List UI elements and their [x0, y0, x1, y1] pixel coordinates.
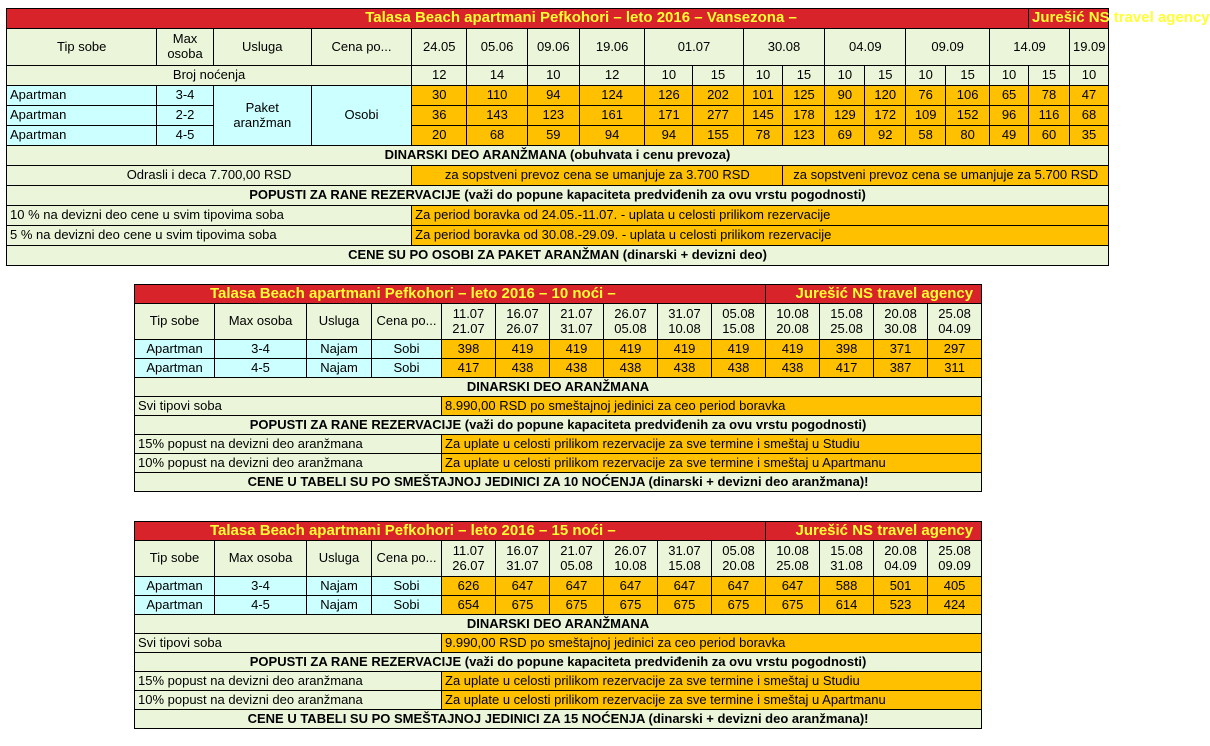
discount-label: 15% popust na devizni deo aranžmana: [135, 672, 442, 691]
discount-condition: Za period boravka od 30.08.-29.09. - uplata u celosti prilikom rezervacije: [412, 226, 1109, 246]
max-persons: 4-5: [215, 359, 307, 378]
price-cell: 438: [604, 359, 658, 378]
price-cell: 96: [990, 106, 1029, 126]
table-row: [135, 577, 982, 596]
nights-value: 10: [527, 66, 579, 86]
room-type: Apartman: [135, 577, 215, 596]
date-header: 19.06: [579, 29, 644, 66]
nights-value: 12: [579, 66, 644, 86]
table-row: [7, 106, 1109, 126]
dinar-price: 9.990,00 RSD po smeštajnoj jedinici za ceo period boravka: [442, 634, 982, 653]
period-header: 11.07 21.07: [442, 304, 496, 340]
max-persons: 3-4: [215, 577, 307, 596]
agency-name: Jurešić NS travel agency: [766, 285, 982, 304]
discount-condition: Za uplate u celosti prilikom rezervacije za sve termine i smeštaj u Apartmanu: [442, 691, 982, 710]
price-cell: 36: [412, 106, 467, 126]
price-cell: 588: [820, 577, 874, 596]
header-price-per: Cena po...: [372, 304, 442, 340]
price-cell: 78: [1029, 86, 1070, 106]
price-cell: 202: [693, 86, 743, 106]
date-header: 30.08: [743, 29, 825, 66]
room-type: Apartman: [7, 106, 157, 126]
price-cell: 126: [645, 86, 693, 106]
header-room-type: Tip sobe: [135, 304, 215, 340]
price-cell: 123: [783, 126, 825, 146]
price-cell: 675: [712, 596, 766, 615]
period-header: 10.08 20.08: [766, 304, 820, 340]
price-cell: 124: [579, 86, 644, 106]
dinar-transport-note: za sopstveni prevoz cena se umanjuje za 3.700 RSD: [412, 166, 783, 186]
price-cell: 171: [645, 106, 693, 126]
price-cell: 20: [412, 126, 467, 146]
price-cell: 654: [442, 596, 496, 615]
service: Najam: [307, 577, 372, 596]
period-header: 15.08 31.08: [820, 541, 874, 577]
price-cell: 94: [579, 126, 644, 146]
service: Najam: [307, 359, 372, 378]
price-cell: 647: [658, 577, 712, 596]
max-persons: 3-4: [157, 86, 213, 106]
price-cell: 110: [467, 86, 527, 106]
table-row: [7, 86, 1109, 106]
price-cell: 101: [743, 86, 783, 106]
dinar-section-header: DINARSKI DEO ARANŽMANA: [135, 378, 982, 397]
nights-value: 15: [1029, 66, 1070, 86]
price-per: Sobi: [372, 340, 442, 359]
max-persons: 2-2: [157, 106, 213, 126]
room-type: Apartman: [7, 86, 157, 106]
price-cell: 614: [820, 596, 874, 615]
price-per: Sobi: [372, 596, 442, 615]
room-type: Apartman: [135, 596, 215, 615]
header-max-persons: Max osoba: [215, 304, 307, 340]
price-cell: 419: [766, 340, 820, 359]
max-persons: 4-5: [157, 126, 213, 146]
discount-label: 15% popust na devizni deo aranžmana: [135, 435, 442, 454]
price-cell: 419: [496, 340, 550, 359]
service: Najam: [307, 596, 372, 615]
price-cell: 647: [550, 577, 604, 596]
price-cell: 60: [1029, 126, 1070, 146]
nights-value: 14: [467, 66, 527, 86]
period-header: 20.08 30.08: [874, 304, 928, 340]
nights-value: 10: [645, 66, 693, 86]
agency-name: Jurešić NS travel agency: [766, 522, 982, 541]
date-header: 09.09: [906, 29, 990, 66]
price-cell: 417: [442, 359, 496, 378]
price-cell: 109: [906, 106, 946, 126]
nights-value: 15: [783, 66, 825, 86]
price-cell: 626: [442, 577, 496, 596]
period-header: 05.08 20.08: [712, 541, 766, 577]
price-cell: 58: [906, 126, 946, 146]
period-header: 25.08 04.09: [928, 304, 982, 340]
price-cell: 129: [825, 106, 865, 126]
price-table-off-season: [6, 8, 1210, 266]
price-cell: 438: [550, 359, 604, 378]
nights-value: 10: [743, 66, 783, 86]
date-header: 01.07: [645, 29, 743, 66]
price-cell: 172: [865, 106, 906, 126]
header-max-persons: Max osoba: [215, 541, 307, 577]
room-type: Apartman: [135, 340, 215, 359]
table-footer: CENE U TABELI SU PO SMEŠTAJNOJ JEDINICI ZA 15 NOĆENJA (dinarski + devizni deo aranžmana)!: [135, 710, 982, 729]
price-cell: 398: [442, 340, 496, 359]
nights-value: 12: [412, 66, 467, 86]
period-header: 16.07 31.07: [496, 541, 550, 577]
date-header: 14.09: [990, 29, 1070, 66]
price-cell: 80: [946, 126, 990, 146]
price-cell: 94: [527, 86, 579, 106]
date-header: 04.09: [825, 29, 906, 66]
price-cell: 419: [550, 340, 604, 359]
price-cell: 371: [874, 340, 928, 359]
max-persons: 4-5: [215, 596, 307, 615]
discount-label: 10 % na devizni deo cene u svim tipovima soba: [7, 206, 412, 226]
table-title: Talasa Beach apartmani Pefkohori – leto 2016 – Vansezona –: [7, 9, 1029, 29]
period-header: 15.08 25.08: [820, 304, 874, 340]
period-header: 11.07 26.07: [442, 541, 496, 577]
table-row: [7, 126, 1109, 146]
discount-label: 5 % na devizni deo cene u svim tipovima soba: [7, 226, 412, 246]
price-cell: 647: [712, 577, 766, 596]
date-header: 09.06: [527, 29, 579, 66]
price-cell: 438: [766, 359, 820, 378]
dinar-section-header: DINARSKI DEO ARANŽMANA: [135, 615, 982, 634]
room-type: Apartman: [7, 126, 157, 146]
price-cell: 76: [906, 86, 946, 106]
price-cell: 143: [467, 106, 527, 126]
dinar-section-header: DINARSKI DEO ARANŽMANA (obuhvata i cenu prevoza): [7, 146, 1109, 166]
price-cell: 675: [766, 596, 820, 615]
nights-value: 15: [946, 66, 990, 86]
price-cell: 59: [527, 126, 579, 146]
period-header: 16.07 26.07: [496, 304, 550, 340]
price-cell: 311: [928, 359, 982, 378]
header-price-per: Cena po...: [372, 541, 442, 577]
price-per-person: Osobi: [311, 86, 411, 146]
price-cell: 47: [1069, 86, 1108, 106]
period-header: 05.08 15.08: [712, 304, 766, 340]
price-cell: 125: [783, 86, 825, 106]
price-cell: 90: [825, 86, 865, 106]
discount-label: 10% popust na devizni deo aranžmana: [135, 454, 442, 473]
dinar-price: Odrasli i deca 7.700,00 RSD: [7, 166, 412, 186]
price-cell: 438: [658, 359, 712, 378]
room-type: Apartman: [135, 359, 215, 378]
discount-condition: Za uplate u celosti prilikom rezervacije za sve termine i smeštaj u Apartmanu: [442, 454, 982, 473]
price-table-15-nights: [134, 521, 982, 729]
price-cell: 438: [712, 359, 766, 378]
nights-value: 10: [990, 66, 1029, 86]
price-cell: 419: [712, 340, 766, 359]
nights-value: 10: [825, 66, 865, 86]
discount-condition: Za uplate u celosti prilikom rezervacije za sve termine i smeštaj u Studiu: [442, 672, 982, 691]
price-cell: 501: [874, 577, 928, 596]
price-cell: 523: [874, 596, 928, 615]
price-cell: 35: [1069, 126, 1108, 146]
price-cell: 145: [743, 106, 783, 126]
price-cell: 123: [527, 106, 579, 126]
price-cell: 675: [496, 596, 550, 615]
date-header: 05.06: [467, 29, 527, 66]
table-title: Talasa Beach apartmani Pefkohori – leto 2016 – 15 noći –: [135, 522, 766, 541]
dinar-label: Svi tipovi soba: [135, 397, 442, 416]
discount-section-header: POPUSTI ZA RANE REZERVACIJE (važi do popune kapaciteta predviđenih za ovu vrstu pogodnosti): [135, 653, 982, 672]
price-cell: 68: [467, 126, 527, 146]
period-header: 26.07 10.08: [604, 541, 658, 577]
price-cell: 438: [496, 359, 550, 378]
table-row: [135, 359, 982, 378]
table-row: [135, 340, 982, 359]
price-cell: 405: [928, 577, 982, 596]
dinar-price: 8.990,00 RSD po smeštajnoj jedinici za ceo period boravka: [442, 397, 982, 416]
price-cell: 398: [820, 340, 874, 359]
price-cell: 152: [946, 106, 990, 126]
discount-section-header: POPUSTI ZA RANE REZERVACIJE (važi do popune kapaciteta predviđenih za ovu vrstu pogodnosti): [7, 186, 1109, 206]
dinar-label: Svi tipovi soba: [135, 634, 442, 653]
discount-section-header: POPUSTI ZA RANE REZERVACIJE (važi do popune kapaciteta predviđenih za ovu vrstu pogodnosti): [135, 416, 982, 435]
discount-condition: Za uplate u celosti prilikom rezervacije za sve termine i smeštaj u Studiu: [442, 435, 982, 454]
price-cell: 78: [743, 126, 783, 146]
price-cell: 69: [825, 126, 865, 146]
price-cell: 647: [604, 577, 658, 596]
service: Najam: [307, 340, 372, 359]
period-header: 21.07 31.07: [550, 304, 604, 340]
price-cell: 30: [412, 86, 467, 106]
period-header: 31.07 10.08: [658, 304, 712, 340]
service-package: Paket aranžman: [213, 86, 311, 146]
price-cell: 647: [496, 577, 550, 596]
nights-value: 15: [693, 66, 743, 86]
price-table-10-nights: [134, 284, 982, 492]
price-cell: 116: [1029, 106, 1070, 126]
price-cell: 297: [928, 340, 982, 359]
header-price-per: Cena po...: [311, 29, 411, 66]
header-room-type: Tip sobe: [135, 541, 215, 577]
price-cell: 675: [604, 596, 658, 615]
table-row: [135, 596, 982, 615]
price-cell: 65: [990, 86, 1029, 106]
price-cell: 647: [766, 577, 820, 596]
price-cell: 675: [658, 596, 712, 615]
agency-name: Jurešić NS travel agency: [1029, 9, 1109, 29]
nights-value: 15: [865, 66, 906, 86]
table-footer: CENE SU PO OSOBI ZA PAKET ARANŽMAN (dinarski + devizni deo): [7, 246, 1109, 266]
discount-condition: Za period boravka od 24.05.-11.07. - uplata u celosti prilikom rezervacije: [412, 206, 1109, 226]
header-service: Usluga: [307, 304, 372, 340]
header-service: Usluga: [307, 541, 372, 577]
price-cell: 92: [865, 126, 906, 146]
dinar-transport-note: za sopstveni prevoz cena se umanjuje za 5.700 RSD: [783, 166, 1109, 186]
price-per: Sobi: [372, 359, 442, 378]
period-header: 25.08 09.09: [928, 541, 982, 577]
date-header: 24.05: [412, 29, 467, 66]
price-cell: 161: [579, 106, 644, 126]
price-cell: 419: [658, 340, 712, 359]
price-cell: 120: [865, 86, 906, 106]
price-cell: 419: [604, 340, 658, 359]
table-footer: CENE U TABELI SU PO SMEŠTAJNOJ JEDINICI ZA 10 NOĆENJA (dinarski + devizni deo aranžmana)!: [135, 473, 982, 492]
nights-label: Broj noćenja: [7, 66, 412, 86]
price-cell: 178: [783, 106, 825, 126]
price-cell: 675: [550, 596, 604, 615]
price-cell: 387: [874, 359, 928, 378]
table-title: Talasa Beach apartmani Pefkohori – leto 2016 – 10 noći –: [135, 285, 766, 304]
nights-value: 10: [1069, 66, 1108, 86]
price-cell: 155: [693, 126, 743, 146]
period-header: 31.07 15.08: [658, 541, 712, 577]
header-max-persons: Max osoba: [157, 29, 213, 66]
price-cell: 68: [1069, 106, 1108, 126]
max-persons: 3-4: [215, 340, 307, 359]
nights-value: 10: [906, 66, 946, 86]
period-header: 20.08 04.09: [874, 541, 928, 577]
header-service: Usluga: [213, 29, 311, 66]
period-header: 21.07 05.08: [550, 541, 604, 577]
price-cell: 106: [946, 86, 990, 106]
price-cell: 94: [645, 126, 693, 146]
period-header: 26.07 05.08: [604, 304, 658, 340]
period-header: 10.08 25.08: [766, 541, 820, 577]
price-cell: 424: [928, 596, 982, 615]
price-cell: 417: [820, 359, 874, 378]
price-cell: 49: [990, 126, 1029, 146]
date-header: 19.09: [1069, 29, 1108, 66]
header-room-type: Tip sobe: [7, 29, 157, 66]
price-cell: 277: [693, 106, 743, 126]
price-per: Sobi: [372, 577, 442, 596]
discount-label: 10% popust na devizni deo aranžmana: [135, 691, 442, 710]
